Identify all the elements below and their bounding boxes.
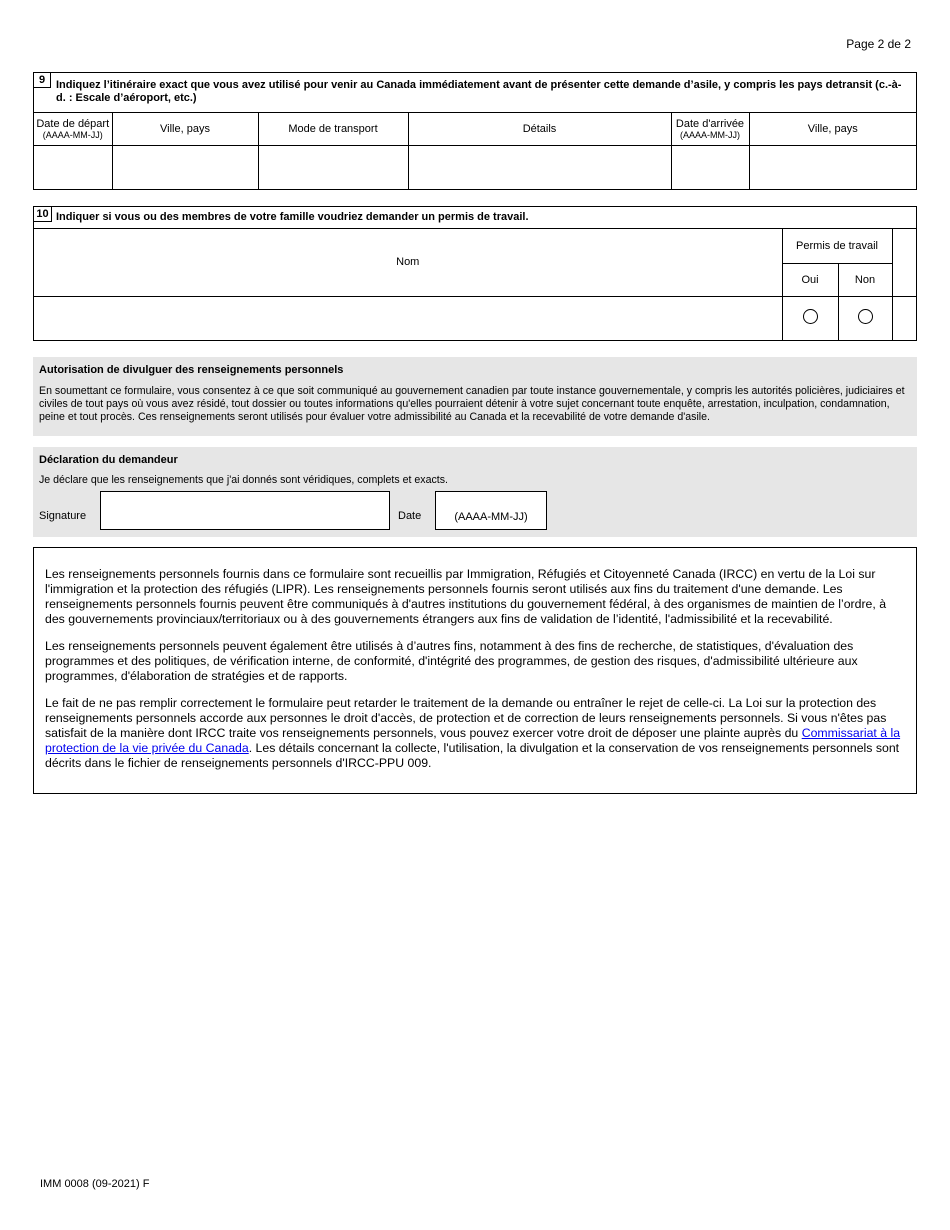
authorization-box [33,357,917,436]
yes-radio-cell [782,296,838,340]
date-label: Date [398,510,422,522]
arrival-date-header [671,113,749,146]
name-field[interactable] [34,296,782,340]
transport-mode-field[interactable] [258,146,408,190]
authorization-text: En soumettant ce formulaire, vous consentez à ce que soit communiqué au gouvernement canadien par toute instance gouvernementale, y compris les autorités policières, judiciaires et civiles de tout pays où vous avez résidé, tout dossier ou toutes informations qu'elles pourraient détenir à votre sujet concernant toute enquête, arrestation, inculpation, condamnation, peine et tout procès. Ces renseignements seront utilisés pour évaluer votre admissibilité au Canada et la recevabilité de votre demande d'asile. [39,385,905,423]
privacy-paragraph-3 [45,696,905,771]
no-radio[interactable] [858,309,873,324]
signature-field[interactable] [100,491,390,530]
form-code: IMM 0008 (09-2021) F [40,1178,150,1190]
itinerary-section [33,72,917,190]
arrival-date-field[interactable] [671,146,749,190]
declaration-text: Je déclare que les renseignements que j'ai donnés sont véridiques, complets et exacts. [39,474,448,486]
declaration-title: Déclaration du demandeur [39,454,178,466]
arrival-city-field[interactable] [749,146,916,190]
no-radio-cell [838,296,892,340]
work-permit-section [33,206,917,341]
itinerary-table [34,113,916,189]
privacy-commissioner-link[interactable]: Commissariat à la protection de la vie privée du Canada [45,726,901,755]
privacy-notice [33,547,917,794]
arrival-date-format: (AAAA-MM-JJ) [680,130,740,140]
details-header: Détails [408,113,671,146]
work-permit-question: Indiquer si vous ou des membres de votre famille voudriez demander un permis de travail. [56,211,529,223]
departure-date-header [34,113,112,146]
privacy-paragraph-1: Les renseignements personnels fournis dans ce formulaire sont recueillis par Immigration, Réfugiés et Citoyenneté Canada (IRCC) en vertu de la Loi sur l'immigration et la protection des réfugiés (LIPR). Les renseignements personnels fournis seront utilisés aux fins du traitement d'une demande. Les renseignements personnels fournis peuvent être communiqués à d'autres institutions du gouvernement fédéral, à des organismes de maintien de l’ordre, à des gouvernements provinciaux/territoriaux ou à des gouvernements étrangers aux fins de validation de l’identité, l'admissibilité et la recevabilité. [45,567,887,626]
arrival-date-label: Date d'arrivée [675,118,745,130]
privacy-text-before-link: Le fait de ne pas remplir correctement le formulaire peut retarder le traitement de la demande ou entraîner le rejet de celle-ci. La Loi sur la protection des renseignements personnels accorde aux personnes le droit d'accès, de protection et de correction de leurs renseignements personnels. Si vous n'êtes pas satisfait de la manière dont IRCC traite vos renseignements personnels, vous pouvez exercer votre droit de déposer une plainte auprès du [45,696,887,740]
transport-mode-header: Mode de transport [258,113,408,146]
authorization-title: Autorisation de divulguer des renseignements personnels [39,364,344,376]
name-header: Nom [34,229,782,296]
itinerary-question: Indiquez l’itinéraire exact que vous avez utilisé pour venir au Canada immédiatement avant de présenter cette demande d’asile, y compris les pays detransit (c.-à-d. : Escale d’aéroport, etc.) [56,79,902,104]
yes-header: Oui [782,263,838,296]
question-number: 9 [34,73,51,88]
work-permit-col-header: Permis de travail [782,229,892,263]
work-permit-table [34,229,916,340]
no-header: Non [838,263,892,296]
row-action-cell [892,296,916,340]
signature-label: Signature [39,510,87,522]
city-country-header: Ville, pays [112,113,258,146]
departure-date-field[interactable] [34,146,112,190]
yes-radio[interactable] [803,309,818,324]
scroll-cell [892,229,916,296]
itinerary-header [34,73,916,113]
departure-date-label: Date de départ [36,118,110,130]
page-number: Page 2 de 2 [846,37,911,51]
departure-date-format: (AAAA-MM-JJ) [42,130,103,140]
privacy-paragraph-2: Les renseignements personnels peuvent également être utilisés à d’autres fins, notamment à des fins de recherche, de statistiques, d'évaluation des programmes et des politiques, de vérification interne, de conformité, d'intégrité des programmes, de gestion des risques, d'admissibilité ultérieure aux programmes, d'élaboration de stratégies et de rapports. [45,639,858,683]
city-country-header: Ville, pays [749,113,916,146]
date-field[interactable]: (AAAA-MM-JJ) [435,491,547,530]
work-permit-header [34,207,916,229]
privacy-text-after-link: . Les détails concernant la collecte, l'utilisation, la divulgation et la conservation de vos renseignements personnels sont décrits dans le fichier de renseignements personnels d'IRCC-PPU 009. [45,741,900,770]
declaration-box [33,447,917,537]
question-number: 10 [34,207,52,222]
departure-city-field[interactable] [112,146,258,190]
details-field[interactable] [408,146,671,190]
